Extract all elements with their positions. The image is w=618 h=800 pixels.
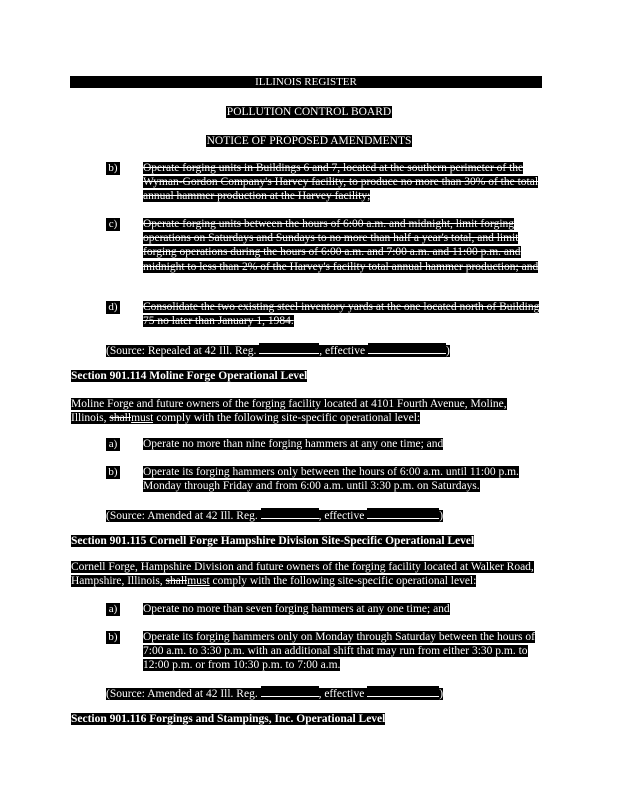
section-901-116-heading: Section 901.116 Forgings and Stampings, Inc. Operational Level bbox=[71, 713, 386, 725]
item-label-b-115: b) bbox=[106, 631, 120, 644]
section-901-115-intro: Cornell Forge, Hampshire Division and future owners of the forging facility located at Walker Road, Hampshire, Illinois, shallmust comply with the following site-specific operational level: bbox=[71, 561, 534, 588]
notice-title: NOTICE OF PROPOSED AMENDMENTS bbox=[206, 135, 412, 147]
item-text-d-repealed: Consolidate the two existing steel inventory yards at the one located north of Building 75 no later than January 1, 1984. bbox=[143, 301, 540, 328]
item-label-c-repealed: c) bbox=[106, 218, 120, 231]
item-text-a-114: Operate no more than nine forging hammers at any one time; and bbox=[143, 438, 444, 450]
item-label-d-repealed: d) bbox=[106, 301, 120, 314]
item-label-a-114: a) bbox=[106, 438, 120, 451]
section-901-115-heading: Section 901.115 Cornell Forge Hampshire Division Site-Specific Operational Level bbox=[71, 535, 475, 547]
item-label-a-115: a) bbox=[106, 603, 120, 616]
board-title: POLLUTION CONTROL BOARD bbox=[226, 106, 392, 118]
section-901-114-intro: Moline Forge and future owners of the forging facility located at 4101 Fourth Avenue, Moline, Illinois, shallmust comply with the following site-specific operational level: bbox=[71, 398, 507, 425]
section-901-114-heading: Section 901.114 Moline Forge Operational Level bbox=[71, 370, 308, 382]
item-text-c-repealed: Operate forging units between the hours of 6:00 a.m. and midnight, limit forging operations on Saturdays and Sundays to no more than half a year's total, and limit forging operations during the hours of 6:00 a.m. and 7:00 a.m. and 11:00 p.m. and midnight to less than 2% of the Harvey's facility total annual hammer production; and bbox=[143, 218, 539, 273]
source-note-114: (Source: Amended at 42 Ill. Reg. , effective ) bbox=[106, 510, 444, 522]
item-text-b-114: Operate its forging hammers only between the hours of 6:00 a.m. until 11:00 p.m. Monday through Friday and from 6:00 a.m. until 3:30 p.m. on Saturdays. bbox=[143, 466, 519, 493]
item-label-b-repealed: b) bbox=[106, 162, 120, 175]
source-note-115: (Source: Amended at 42 Ill. Reg. , effective ) bbox=[106, 688, 444, 700]
item-text-a-115: Operate no more than seven forging hammers at any one time; and bbox=[143, 603, 450, 615]
item-text-b-repealed: Operate forging units in Buildings 6 and 7, located at the southern perimeter of the Wyman-Gordon Company's Harvey facility, to produce no more than 30% of the total annual hammer production at the Harvey facility; bbox=[143, 162, 539, 203]
item-text-b-115: Operate its forging hammers only on Monday through Saturday between the hours of 7:00 a.m. to 3:30 p.m. with an additional shift that may run from either 3:30 p.m. to 12:00 p.m. or from 10:30 p.m. to 7:00 a.m. bbox=[143, 631, 535, 672]
register-header: ILLINOIS REGISTER bbox=[70, 76, 542, 88]
source-note-repealed: (Source: Repealed at 42 Ill. Reg. , effective ) bbox=[106, 345, 450, 357]
item-label-b-114: b) bbox=[106, 466, 120, 479]
